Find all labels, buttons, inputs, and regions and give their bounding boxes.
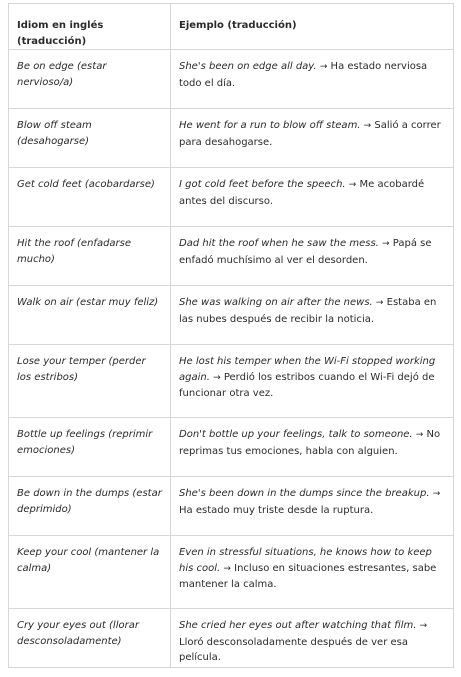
table-row bbox=[9, 609, 454, 668]
example-spanish: Ha estado nerviosa todo el día. bbox=[179, 61, 428, 89]
example-cell bbox=[171, 227, 454, 286]
example-english: I got cold feet before the speech. bbox=[179, 179, 346, 190]
example-cell bbox=[171, 109, 454, 168]
example-cell bbox=[171, 345, 454, 418]
example-spanish: No reprimas tus emociones, habla con alguien. bbox=[179, 429, 441, 457]
example-cell bbox=[171, 536, 454, 609]
example-english: She's been down in the dumps since the breakup. bbox=[179, 488, 430, 499]
example-spanish: Ha estado muy triste desde la ruptura. bbox=[179, 504, 374, 516]
table-row bbox=[9, 109, 454, 168]
column-header-idiom: Idiom en inglés (traducción) bbox=[9, 4, 171, 50]
arrow-right-icon: → bbox=[363, 121, 372, 131]
example-english: Don't bottle up your feelings, talk to someone. bbox=[179, 429, 413, 440]
example-spanish: Lloró desconsoladamente después de ver esa película. bbox=[179, 636, 408, 663]
table-row bbox=[9, 50, 454, 109]
idiom-cell: Walk on air (estar muy feliz) bbox=[9, 286, 171, 345]
idiom-cell: Be on edge (estar nervioso/a) bbox=[9, 50, 171, 109]
example-spanish: Salió a correr para desahogarse. bbox=[179, 120, 441, 148]
idiom-cell: Bottle up feelings (reprimir emociones) bbox=[9, 418, 171, 477]
arrow-right-icon: → bbox=[319, 62, 328, 72]
idiom-cell: Be down in the dumps (estar deprimido) bbox=[9, 477, 171, 536]
idiom-cell: Keep your cool (mantener la calma) bbox=[9, 536, 171, 609]
example-english: He went for a run to blow off steam. bbox=[179, 120, 361, 131]
table-row bbox=[9, 286, 454, 345]
idiom-cell: Get cold feet (acobardarse) bbox=[9, 168, 171, 227]
example-english: She cried her eyes out after watching that film. bbox=[179, 620, 417, 631]
example-cell bbox=[171, 477, 454, 536]
table-row bbox=[9, 418, 454, 477]
arrow-right-icon: → bbox=[375, 298, 384, 308]
arrow-right-icon: → bbox=[415, 430, 424, 440]
example-spanish: Perdió los estribos cuando el Wi-Fi dejó de funcionar otra vez. bbox=[179, 371, 435, 399]
example-cell bbox=[171, 418, 454, 477]
idiom-cell: Cry your eyes out (llorar desconsoladamente) bbox=[9, 609, 171, 668]
table-row bbox=[9, 477, 454, 536]
example-cell bbox=[171, 609, 454, 668]
arrow-right-icon: → bbox=[213, 372, 221, 383]
example-spanish: Estaba en las nubes después de recibir la noticia. bbox=[179, 297, 437, 325]
idiom-cell: Lose your temper (perder los estribos) bbox=[9, 345, 171, 418]
table-header bbox=[9, 4, 454, 50]
example-spanish: Me acobardé antes del discurso. bbox=[179, 179, 425, 207]
example-spanish: Papá se enfadó muchísimo al ver el desorden. bbox=[179, 238, 432, 266]
idioms-table bbox=[8, 3, 454, 668]
example-spanish: Incluso en situaciones estresantes, sabe mantener la calma. bbox=[179, 562, 437, 590]
table-row bbox=[9, 168, 454, 227]
example-english: She was walking on air after the news. bbox=[179, 297, 373, 308]
arrow-right-icon: → bbox=[432, 489, 441, 499]
table-row bbox=[9, 345, 454, 418]
table-body bbox=[9, 50, 454, 668]
example-cell bbox=[171, 168, 454, 227]
header-row bbox=[9, 4, 454, 50]
idiom-cell: Hit the roof (enfadarse mucho) bbox=[9, 227, 171, 286]
example-english: She's been on edge all day. bbox=[179, 61, 317, 72]
column-header-example: Ejemplo (traducción) bbox=[171, 4, 454, 50]
table-row bbox=[9, 227, 454, 286]
example-english: Dad hit the roof when he saw the mess. bbox=[179, 238, 379, 249]
example-english: Even in stressful situations, he knows how to keep his cool. bbox=[179, 547, 432, 574]
arrow-right-icon: → bbox=[348, 180, 357, 190]
example-english: He lost his temper when the Wi-Fi stopped working again. bbox=[179, 356, 436, 383]
example-cell bbox=[171, 286, 454, 345]
idiom-cell: Blow off steam (desahogarse) bbox=[9, 109, 171, 168]
arrow-right-icon: → bbox=[223, 563, 231, 574]
table-row bbox=[9, 536, 454, 609]
arrow-right-icon: → bbox=[382, 239, 390, 249]
arrow-right-icon: → bbox=[419, 621, 428, 631]
example-cell bbox=[171, 50, 454, 109]
